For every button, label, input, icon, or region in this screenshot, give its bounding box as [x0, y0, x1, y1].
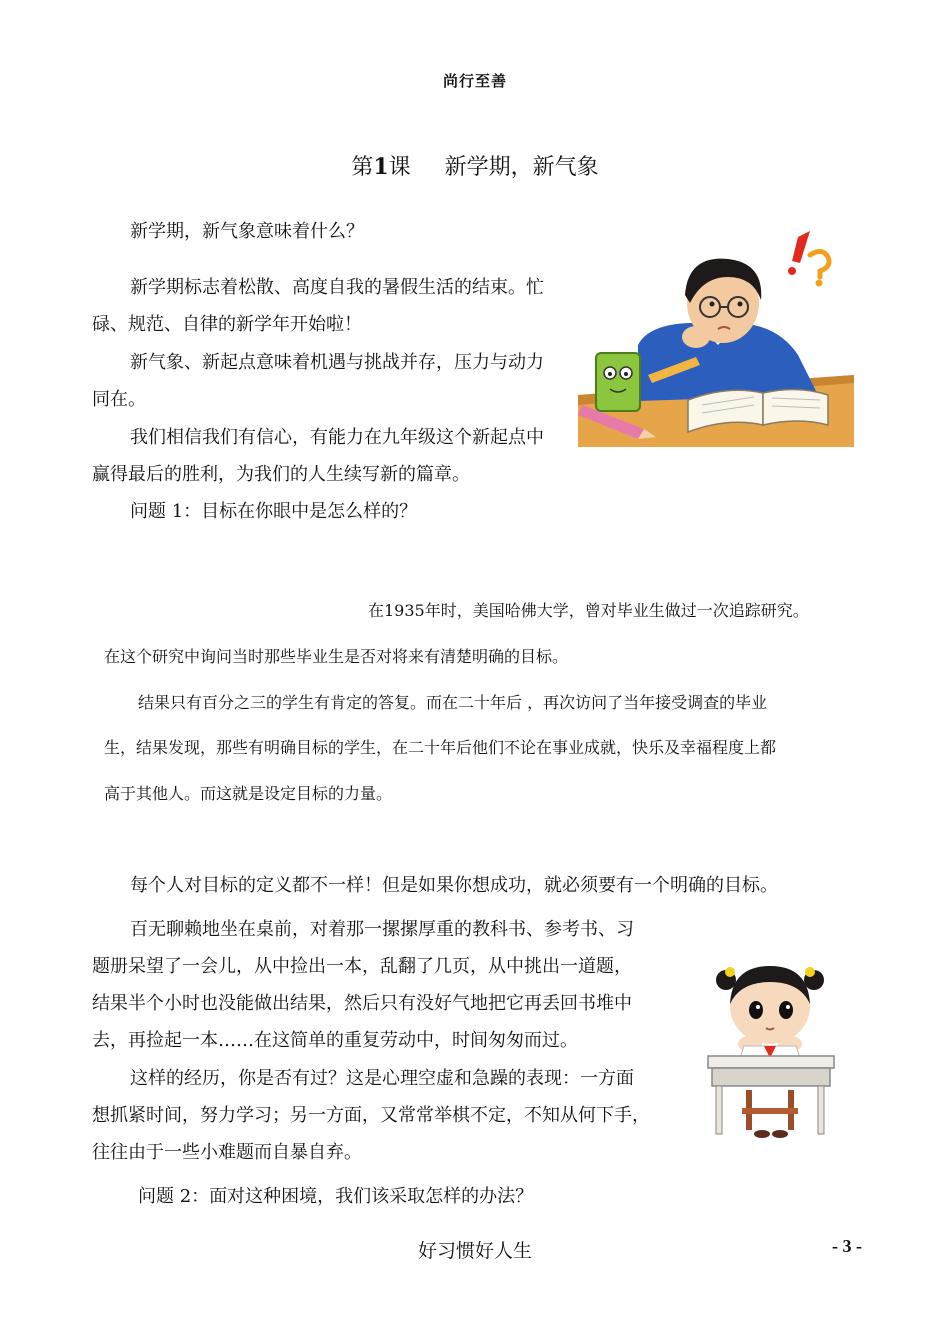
intro-para2-line2: 同在。	[92, 389, 146, 410]
intro-para2-line1: 新气象、新起点意味着机遇与挑战并存，压力与动力	[130, 352, 544, 373]
lesson-title	[0, 150, 950, 181]
intro-question: 新学期，新气象意味着什么？	[130, 221, 364, 242]
story-para1-line1: 百无聊赖地坐在桌前，对着那一摞摞厚重的教科书、参考书、习	[130, 919, 634, 940]
thinking-boy-with-books-icon	[578, 225, 854, 447]
research-line-1: 在1935年时，美国哈佛大学，曾对毕业生做过一次追踪研究。	[368, 601, 809, 620]
story-para2-line3: 往往由于一些小难题而自暴自弃。	[92, 1142, 362, 1163]
intro-para1-line1: 新学期标志着松散、高度自我的暑假生活的结束。忙	[130, 277, 544, 298]
lesson-number: 1	[373, 154, 389, 180]
intro-para3-line2: 赢得最后的胜利，为我们的人生续写新的篇章。	[92, 464, 470, 485]
page-header: 尚行至善	[442, 72, 507, 90]
story-para1-line2: 题册呆望了一会儿，从中捡出一本，乱翻了几页，从中挑出一道题，	[92, 956, 632, 977]
research-line-3: 结果只有百分之三的学生有肯定的答复。而在二十年后 ，再次访问了当年接受调查的毕业	[138, 693, 768, 712]
intro-para1-line2: 碌、规范、自律的新学年开始啦！	[92, 314, 362, 335]
research-line-5: 高于其他人。而这就是设定目标的力量。	[104, 784, 393, 803]
story-para1-line3: 结果半个小时也没能做出结果，然后只有没好气地把它再丢回书堆中	[92, 993, 632, 1014]
research-line-4: 生，结果发现，那些有明确目标的学生，在二十年后他们不论在事业成就，快乐及幸福程度上都	[104, 738, 777, 757]
story-para2-line1: 这样的经历，你是否有过？这是心理空虚和急躁的表现：一方面	[130, 1068, 634, 1089]
footer-slogan: 好习惯好人生	[417, 1240, 532, 1262]
girl-at-desk-icon	[700, 958, 840, 1140]
research-line-2: 在这个研究中询问当时那些毕业生是否对将来有清楚明确的目标。	[104, 647, 569, 666]
story-summary: 每个人对目标的定义都不一样！但是如果你想成功，就必须要有一个明确的目标。	[130, 875, 778, 896]
question-2: 问题 2：面对这种困境，我们该采取怎样的办法？	[138, 1186, 534, 1207]
lesson-prefix: 第	[351, 155, 374, 180]
intro-para3-line1: 我们相信我们有信心，有能力在九年级这个新起点中	[130, 427, 544, 448]
lesson-subject: 新学期，新气象	[444, 155, 599, 180]
lesson-suffix: 课	[388, 155, 411, 180]
story-para1-line4: 去，再捡起一本……在这简单的重复劳动中，时间匆匆而过。	[92, 1030, 578, 1051]
page-number: - 3 -	[832, 1236, 862, 1256]
question-1: 问题 1：目标在你眼中是怎么样的？	[130, 501, 418, 522]
story-para2-line2: 想抓紧时间，努力学习；另一方面，又常常举棋不定，不知从何下手，	[92, 1105, 650, 1126]
